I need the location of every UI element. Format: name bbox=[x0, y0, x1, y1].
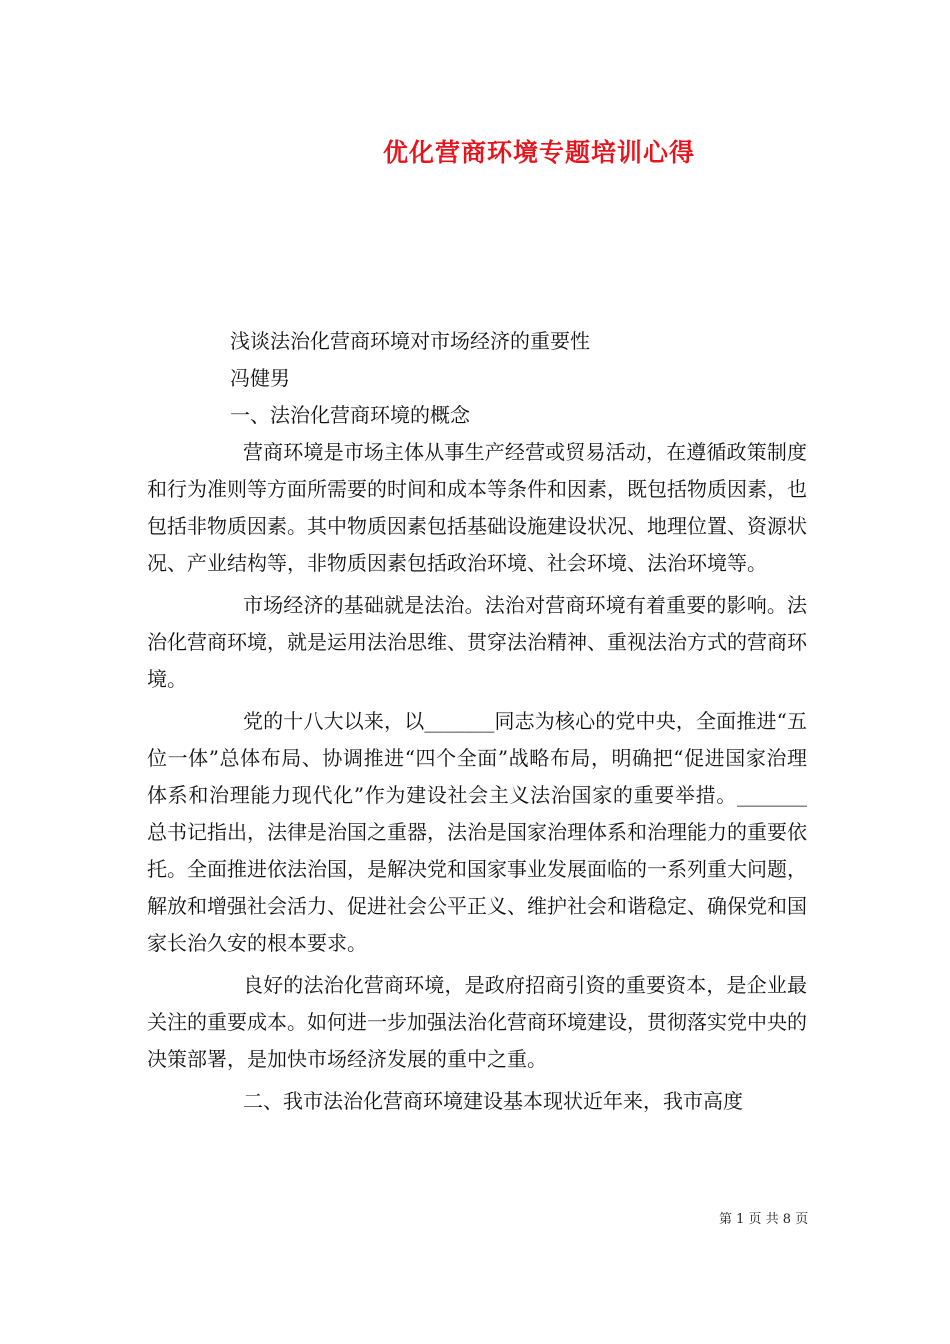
paragraph-4: 良好的法治化营商环境，是政府招商引资的重要资本，是企业最关注的重要成本。如何进一步加强法治化营商环境建设，贯彻落实党中央的决策部署，是加快市场经济发展的重中之重。 bbox=[147, 973, 807, 1071]
page-number: 第 1 页 共 8 页 bbox=[719, 1212, 809, 1227]
section-heading-2: 二、我市法治化营商环境建设基本现状近年来，我市高度 bbox=[243, 1089, 743, 1113]
document-body bbox=[147, 323, 807, 1120]
paragraph-3: 党的十八大以来，以_______同志为核心的党中央，全面推进“五位一体”总体布局、协调推进“四个全面”战略布局，明确把“促进国家治理体系和治理能力现代化”作为建设社会主义法治国家的重要举措。_______总书记指出，法律是治国之重器，法治是国家治理体系和治理能力的重要依托。全面推进依法治国，是解决党和国家事业发展面临的一系列重大问题，解放和增强社会活力、促进社会公平正义、维护社会和谐稳定、确保党和国家长治久安的根本要求。 bbox=[147, 709, 807, 955]
paragraph-1: 营商环境是市场主体从事生产经营或贸易活动，在遵循政策制度和行为准则等方面所需要的时间和成本等条件和因素，既包括物质因素，也包括非物质因素。其中物质因素包括基础设施建设状况、地理位置、资源状况、产业结构等，非物质因素包括政治环境、社会环境、法治环境等。 bbox=[147, 440, 807, 575]
article-subtitle: 浅谈法治化营商环境对市场经济的重要性 bbox=[230, 329, 590, 353]
author-name: 冯健男 bbox=[230, 366, 290, 390]
section-heading-1: 一、法治化营商环境的概念 bbox=[230, 403, 470, 427]
paragraph-2: 市场经济的基础就是法治。法治对营商环境有着重要的影响。法治化营商环境，就是运用法治思维、贯穿法治精神、重视法治方式的营商环境。 bbox=[147, 593, 807, 691]
document-title: 优化营商环境专题培训心得 bbox=[382, 138, 695, 167]
